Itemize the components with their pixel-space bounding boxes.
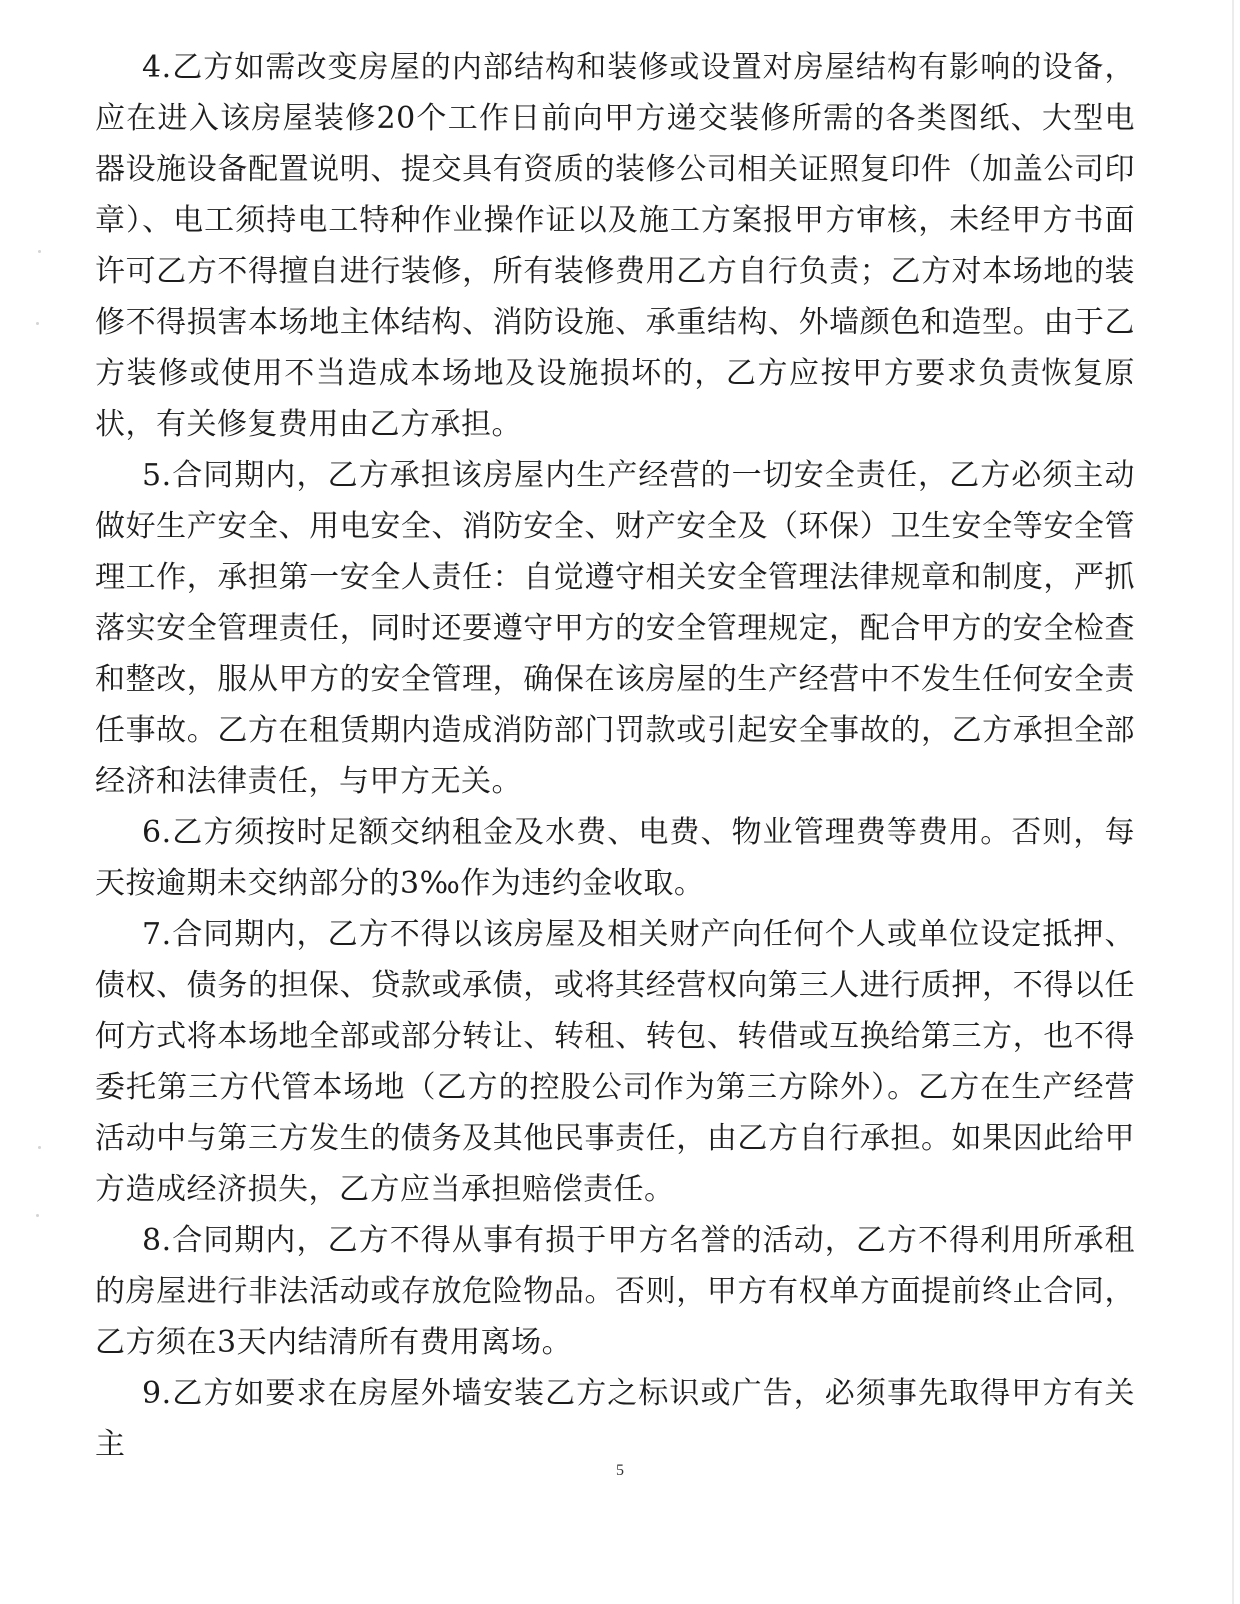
clause-6-paragraph: 6.乙方须按时足额交纳租金及水费、电费、物业管理费等费用。否则，每天按逾期未交纳部分的3‰作为违约金收取。 — [95, 815, 1135, 901]
clause-8-paragraph: 8.合同期内，乙方不得从事有损于甲方名誉的活动，乙方不得利用所承租的房屋进行非法活动或存放危险物品。否则，甲方有权单方面提前终止合同，乙方须在3天内结清所有费用离场。 — [95, 1223, 1135, 1360]
clause-4-paragraph: 4.乙方如需改变房屋的内部结构和装修或设置对房屋结构有影响的设备，应在进入该房屋装修20个工作日前向甲方递交装修所需的各类图纸、大型电器设施设备配置说明、提交具有资质的装修公司相关证照复印件（加盖公司印章）、电工须持电工特种作业操作证以及施工方案报甲方审核，未经甲方书面许可乙方不得擅自进行装修，所有装修费用乙方自行负责；乙方对本场地的装修不得损害本场地主体结构、消防设施、承重结构、外墙颜色和造型。由于乙方装修或使用不当造成本场地及设施损坏的，乙方应按甲方要求负责恢复原状，有关修复费用由乙方承担。 — [95, 50, 1135, 442]
page-number: 5 — [616, 1462, 624, 1479]
scan-speck — [36, 1214, 39, 1217]
scan-speck — [38, 1146, 41, 1149]
clause-7-paragraph: 7.合同期内，乙方不得以该房屋及相关财产向任何个人或单位设定抵押、债权、债务的担保、贷款或承债，或将其经营权向第三人进行质押，不得以任何方式将本场地全部或部分转让、转租、转包、转借或互换给第三方，也不得委托第三方代管本场地（乙方的控股公司作为第三方除外）。乙方在生产经营活动中与第三方发生的债务及其他民事责任，由乙方自行承担。如果因此给甲方造成经济损失，乙方应当承担赔偿责任。 — [95, 917, 1135, 1207]
scan-speck — [38, 250, 41, 253]
clause-9-paragraph: 9.乙方如要求在房屋外墙安装乙方之标识或广告，必须事先取得甲方有关主 — [95, 1376, 1135, 1462]
scan-speck — [36, 322, 39, 325]
scan-edge-shadow — [1232, 0, 1234, 1604]
document-body — [95, 42, 1135, 1470]
clause-5-paragraph: 5.合同期内，乙方承担该房屋内生产经营的一切安全责任，乙方必须主动做好生产安全、用电安全、消防安全、财产安全及（环保）卫生安全等安全管理工作，承担第一安全人责任：自觉遵守相关安全管理法律规章和制度，严抓落实安全管理责任，同时还要遵守甲方的安全管理规定，配合甲方的安全检查和整改，服从甲方的安全管理，确保在该房屋的生产经营中不发生任何安全责任事故。乙方在租赁期内造成消防部门罚款或引起安全事故的，乙方承担全部经济和法律责任，与甲方无关。 — [95, 458, 1135, 799]
